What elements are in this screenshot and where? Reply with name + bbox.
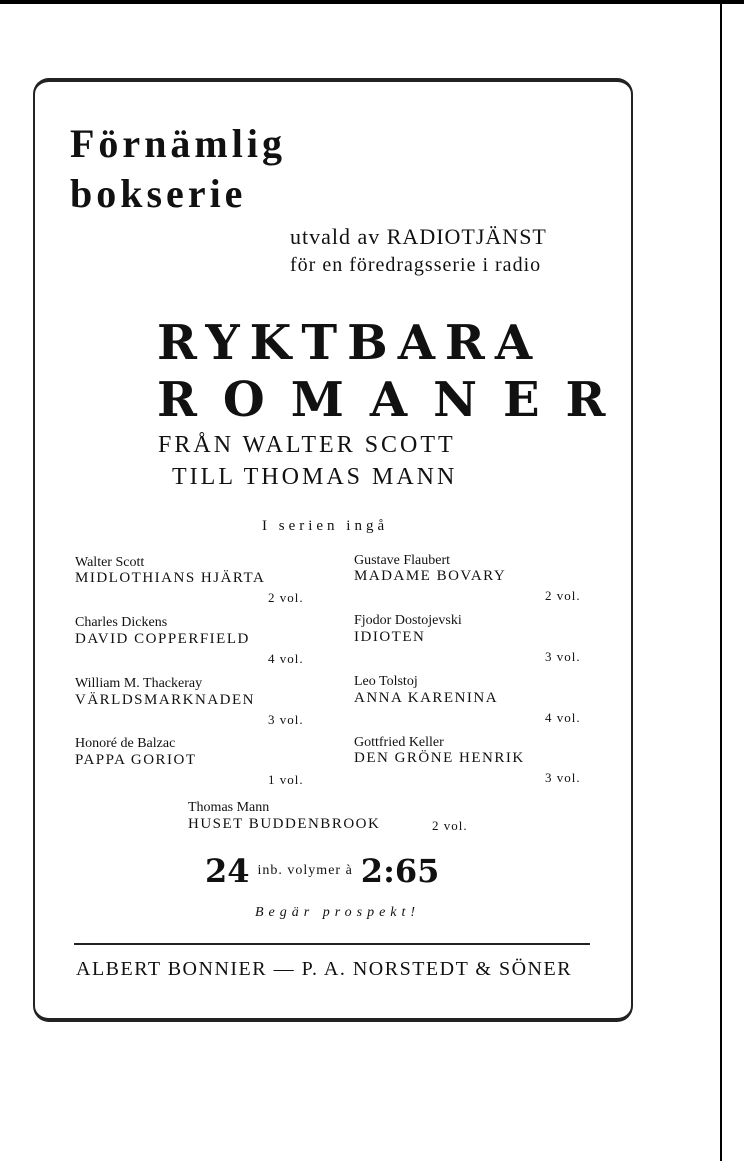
- scan-top-border: [0, 0, 744, 4]
- book-author: Gustave Flaubert: [354, 553, 451, 568]
- publisher-line: ALBERT BONNIER — P. A. NORSTEDT & SÖNER: [76, 958, 573, 980]
- book-title: DAVID COPPERFIELD: [75, 631, 250, 647]
- book-author: Honoré de Balzac: [75, 736, 176, 751]
- book-author: Leo Tolstoj: [354, 674, 418, 689]
- book-volumes: 1 vol.: [268, 772, 304, 787]
- price-line: [205, 852, 439, 890]
- book-title: PAPPA GORIOT: [75, 752, 197, 768]
- subtitle-line-1: utvald av RADIOTJÄNST: [290, 224, 547, 249]
- volume-count: 24: [205, 852, 250, 890]
- divider: [74, 943, 590, 945]
- price-text: inb. volymer à: [257, 863, 353, 878]
- subtitle-line-2: för en föredragsserie i radio: [290, 254, 542, 276]
- book-author: Thomas Mann: [188, 800, 270, 815]
- call-to-action: Begär prospekt!: [255, 905, 421, 920]
- title-line-1: Förnämlig: [70, 121, 286, 166]
- book-title: HUSET BUDDENBROOK: [188, 816, 381, 832]
- title-line-2: bokserie: [70, 171, 247, 216]
- series-range-line-2: TILL THOMAS MANN: [172, 464, 458, 490]
- book-volumes: 4 vol.: [268, 651, 304, 666]
- book-title: IDIOTEN: [354, 629, 426, 645]
- book-author: Gottfried Keller: [354, 735, 444, 750]
- book-author: Charles Dickens: [75, 615, 168, 630]
- series-range-line-1: FRÅN WALTER SCOTT: [158, 432, 456, 458]
- price-amount: 2:65: [360, 852, 440, 890]
- series-name-line-1: RYKTBARA: [157, 315, 543, 371]
- book-volumes: 2 vol.: [268, 590, 304, 605]
- book-volumes: 3 vol.: [545, 770, 581, 785]
- book-volumes: 4 vol.: [545, 710, 581, 725]
- book-author: Fjodor Dostojevski: [354, 613, 462, 628]
- book-title: ANNA KARENINA: [354, 690, 499, 706]
- book-volumes: 2 vol.: [432, 818, 468, 833]
- book-author: Walter Scott: [75, 555, 145, 570]
- scan-right-line: [720, 0, 722, 1161]
- book-volumes: 3 vol.: [545, 649, 581, 664]
- book-title: MIDLOTHIANS HJÄRTA: [75, 570, 266, 586]
- book-author: William M. Thackeray: [75, 676, 203, 691]
- book-volumes: 2 vol.: [545, 588, 581, 603]
- book-title: DEN GRÖNE HENRIK: [354, 750, 525, 766]
- series-intro: I serien ingå: [262, 518, 389, 534]
- book-title: VÄRLDSMARKNADEN: [75, 692, 256, 708]
- book-title: MADAME BOVARY: [354, 568, 507, 584]
- book-volumes: 3 vol.: [268, 712, 304, 727]
- series-name-line-2: ROMANER: [157, 372, 632, 428]
